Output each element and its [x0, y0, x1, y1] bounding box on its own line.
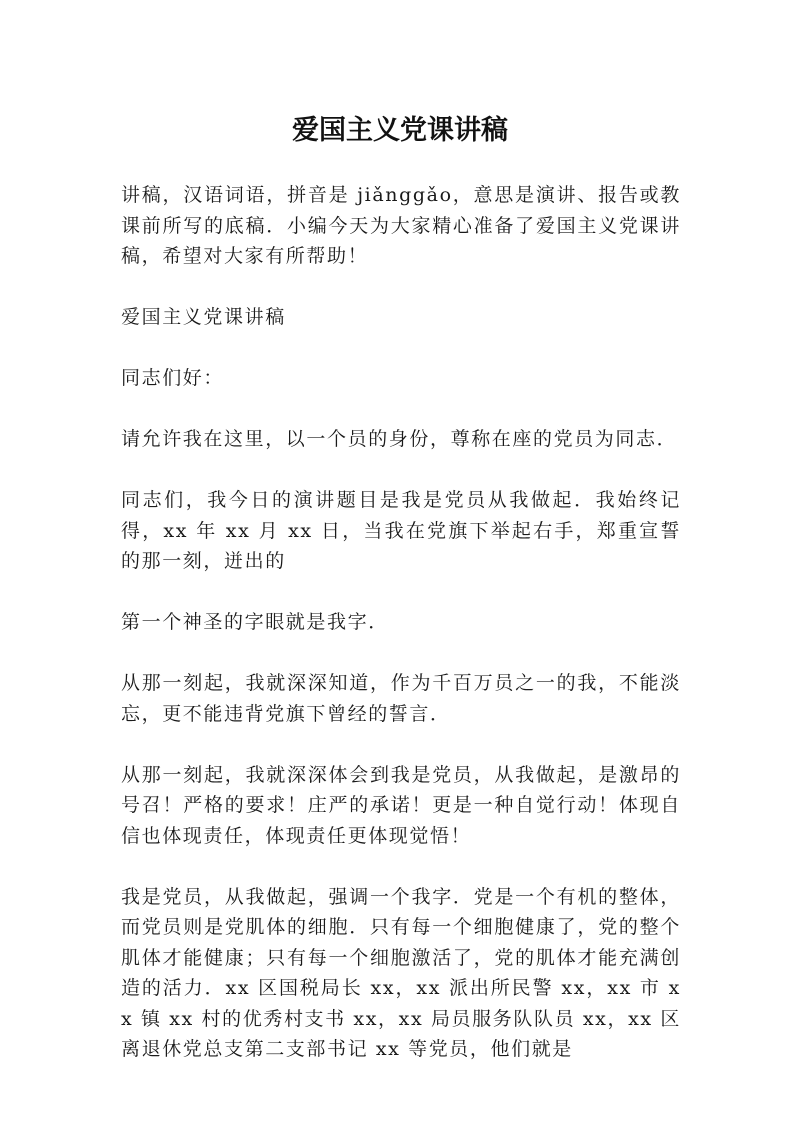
paragraph: 从那一刻起，我就深深知道，作为千百万员之一的我，不能淡忘，更不能违背党旗下曾经的誓言． — [121, 672, 681, 725]
paragraph: 第一个神圣的字眼就是我字． — [121, 611, 389, 633]
document-body — [121, 180, 681, 1065]
paragraph-subtitle: 爱国主义党课讲稿 — [121, 306, 286, 328]
paragraph: 从那一刻起，我就深深体会到我是党员，从我做起，是激昂的号召！严格的要求！庄严的承诺！更是一种自觉行动！体现自信也体现责任，体现责任更体现觉悟！ — [121, 763, 681, 847]
paragraph: 我是党员，从我做起，强调一个我字．党是一个有机的整体，而党员则是党肌体的细胞．只有每一个细胞健康了，党的整个肌体才能健康；只有每一个细胞激活了，党的肌体才能充满创造的活力．xx 区国税局长 xx，xx 派出所民警 xx，xx 市 xx 镇 xx 村的优秀村支书 xx，xx 局员服务队队员 xx，xx 区离退休党总支第二支部书记 xx 等党员，他们就是 — [121, 885, 681, 1060]
paragraph-greeting: 同志们好： — [121, 367, 225, 389]
paragraph: 请允许我在这里，以一个员的身份，尊称在座的党员为同志． — [121, 428, 678, 450]
paragraph: 同志们，我今日的演讲题目是我是党员从我做起．我始终记得，xx 年 xx 月 xx 日，当我在党旗下举起右手，郑重宣誓的那一刻，迸出的 — [121, 489, 681, 572]
document-title: 爱国主义党课讲稿 — [292, 115, 508, 146]
paragraph-intro: 讲稿，汉语词语，拼音是 jiǎnggǎo，意思是演讲、报告或教课前所写的底稿．小编今天为大家精心准备了爱国主义党课讲稿，希望对大家有所帮助！ — [121, 184, 681, 267]
